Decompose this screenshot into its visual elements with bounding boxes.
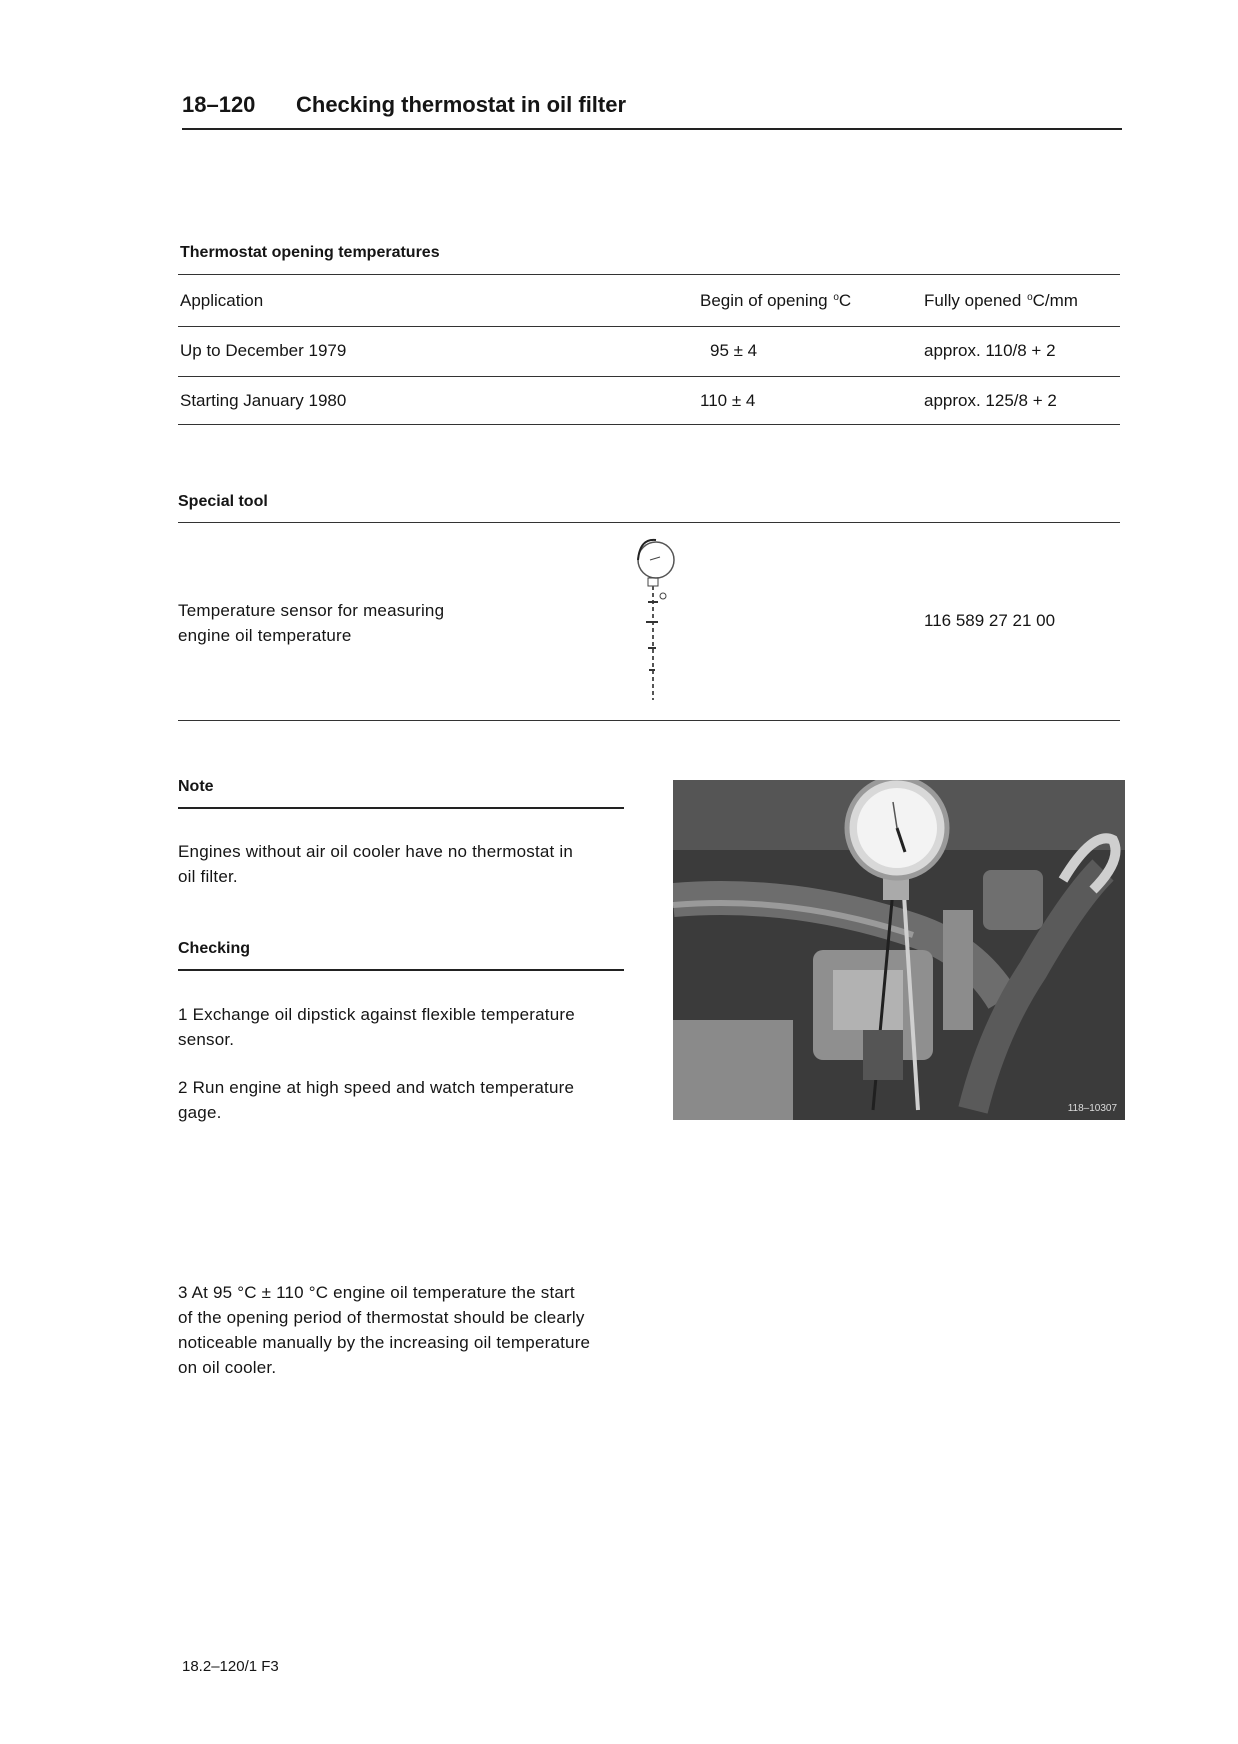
col-header-application: Application (180, 291, 264, 310)
checking-step-1: 1 Exchange oil dipstick against flexible temperature sensor. (178, 1005, 575, 1049)
col-header-begin: Begin of opening $^o$C (700, 291, 852, 310)
row1-begin: 95 ± 4 (710, 341, 758, 360)
row2-application: Starting January 1980 (180, 391, 347, 410)
special-tool-description: Temperature sensor for measuring engine oil temperature (178, 601, 445, 645)
special-tool-rule-bottom (178, 720, 1120, 721)
note-rule (178, 807, 624, 809)
header-rule (182, 128, 1122, 130)
page-number: 18–120 (182, 92, 256, 117)
row1-application: Up to December 1979 (180, 341, 347, 360)
checking-step-3: 3 At 95 °C ± 110 °C engine oil temperature the start of the opening period of thermostat should be clearly noticeable manually by the increasing oil temperature on oil cooler. (178, 1283, 591, 1377)
footer-code: 18.2–120/1 F3 (182, 1658, 279, 1675)
special-tool-title: Special tool (178, 493, 268, 510)
photo-label: 118–10307 (1067, 1103, 1117, 1114)
special-tool-part-number: 116 589 27 21 00 (924, 611, 1056, 630)
note-title: Note (178, 778, 214, 795)
checking-step-2: 2 Run engine at high speed and watch temperature gage. (178, 1078, 575, 1122)
table-rule-header (178, 326, 1120, 327)
special-tool-rule-top (178, 522, 1120, 523)
table-title: Thermostat opening temperatures (180, 244, 440, 261)
page-title: Checking thermostat in oil filter (296, 92, 627, 117)
table-rule-bottom (178, 424, 1120, 425)
table-rule-top (178, 274, 1120, 275)
row2-fully: approx. 125/8 + 2 (924, 391, 1057, 410)
row1-fully: approx. 110/8 + 2 (924, 341, 1056, 360)
col-header-fully: Fully opened $^o$C/mm (924, 291, 1078, 310)
checking-title: Checking (178, 940, 251, 957)
table-rule-row1 (178, 376, 1120, 377)
row2-begin: 110 ± 4 (700, 391, 756, 410)
note-text: Engines without air oil cooler have no thermostat in oil filter. (178, 842, 573, 886)
temperature-sensor-illustration (618, 530, 688, 710)
checking-rule (178, 969, 624, 971)
engine-gauge-photo (673, 780, 1125, 1120)
